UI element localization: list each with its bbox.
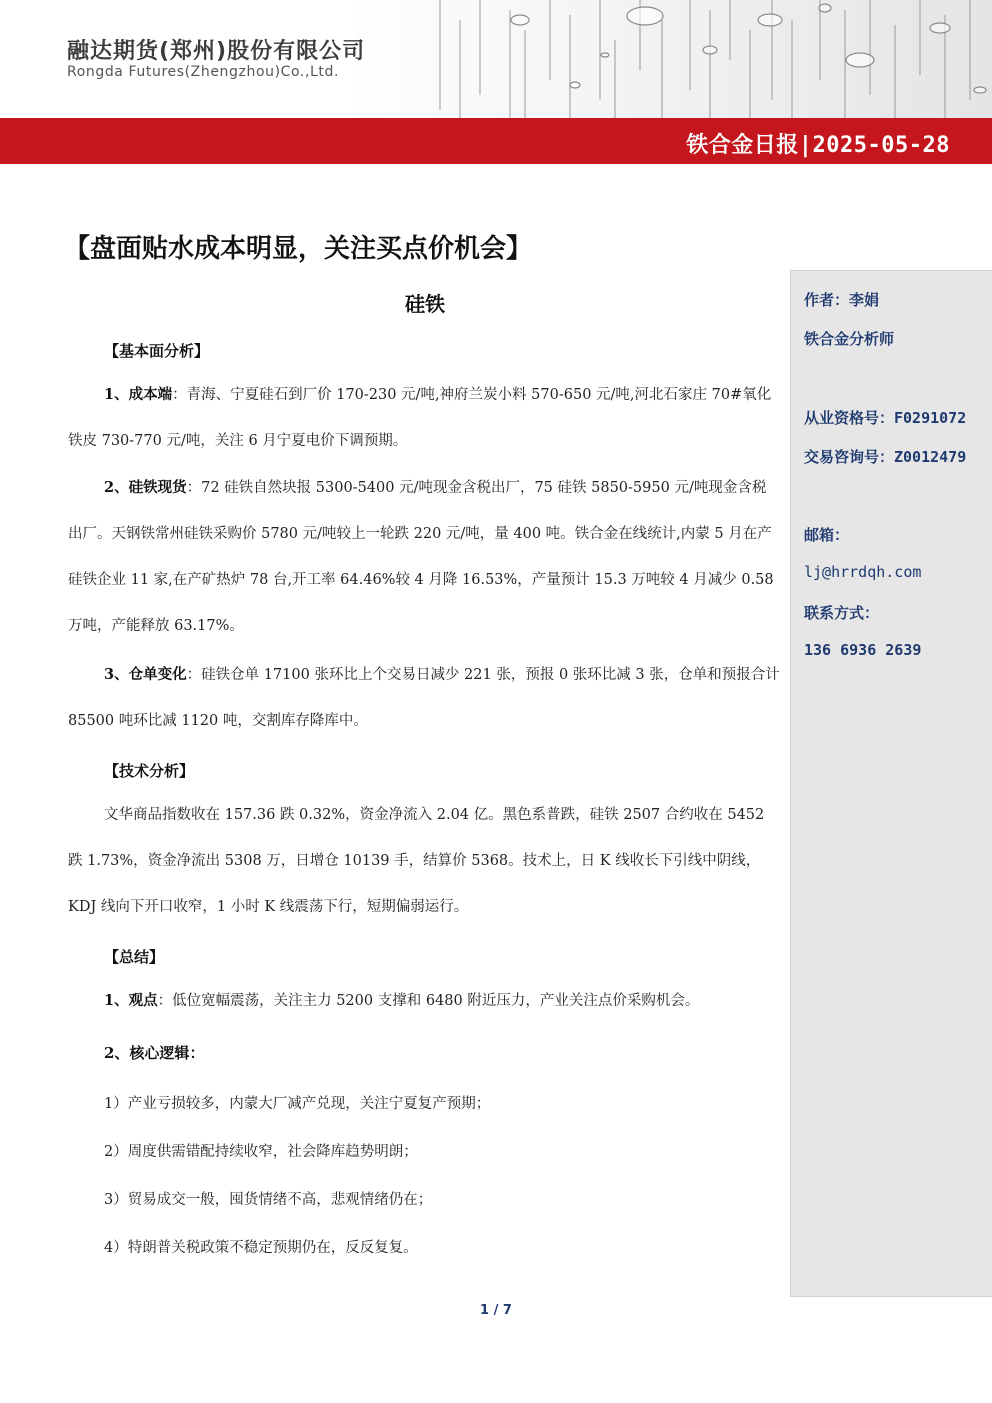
report-banner: [0, 118, 992, 164]
view-label: 1、观点: [104, 992, 158, 1009]
cost-paragraph: [68, 372, 780, 464]
author-role: 铁合金分析师: [804, 330, 895, 348]
consult-number: 交易咨询号：Z0012479: [804, 448, 967, 466]
logic-item: 3）贸易成交一般，囤货情绪不高，悲观情绪仍在；: [104, 1192, 433, 1208]
company-name-cn: 融达期货(郑州)股份有限公司: [67, 39, 366, 64]
company-name-en: Rongda Futures(Zhengzhou)Co.,Ltd.: [67, 64, 340, 80]
view-paragraph: [68, 978, 780, 1024]
technical-paragraph: 文华商品指数收在 157.36 跌 0.32%，资金净流入 2.04 亿。黑色系普跌，硅铁 2507 合约收在 5452 跌 1.73%，资金净流出 5308 万，日增仓 10139 手，结算价 5368。技术上，日 K 线收长下引线中阴线，KDJ 线向下开口收窄，1 小时 K 线震荡下行，短期偏弱运行。: [68, 807, 765, 915]
spot-paragraph: [68, 465, 780, 649]
author: 作者：李娟: [804, 291, 880, 309]
logic-heading: 2、核心逻辑：: [104, 1044, 205, 1062]
phone-number: 136 6936 2639: [804, 641, 922, 659]
section-title: 硅铁: [405, 292, 445, 316]
spot-text: ：72 硅铁自然块报 5300-5400 元/吨现金含税出厂，75 硅铁 5850-5950 元/吨现金含税出厂。天钢铁常州硅铁采购价 5780 元/吨较上一轮跌 220 元/吨，量 400 吨。铁合金在线统计,内蒙 5 月在产硅铁企业 11 家,在产矿热炉 78 台,开工率 64.46%较 4 月降 16.53%，产量预计 15.3 万吨较 4 月减少 0.58 万吨，产能释放 63.17%。: [68, 480, 774, 634]
page-header: [0, 0, 992, 118]
spot-label: 2、硅铁现货: [104, 479, 187, 496]
summary-heading: 【总结】: [104, 948, 165, 966]
warehouse-text: ：硅铁仓单 17100 张环比上个交易日减少 221 张，预报 0 张环比减 3 张，仓单和预报合计 85500 吨环比减 1120 吨，交割库存降库中。: [68, 667, 780, 729]
logic-item: 4）特朗普关税政策不稳定预期仍在，反反复复。: [104, 1240, 418, 1256]
qualification-number: 从业资格号：F0291072: [804, 409, 967, 427]
logic-item: 1）产业亏损较多，内蒙大厂减产兑现，关注宁夏复产预期；: [104, 1096, 491, 1112]
decorative-pattern-graphic: [400, 0, 992, 118]
cost-text: ：青海、宁夏硅石到厂价 170-230 元/吨,神府兰炭小料 570-650 元/吨,河北石家庄 70#氧化铁皮 730-770 元/吨，关注 6 月宁夏电价下调预期。: [68, 387, 772, 449]
page-number: 1 / 7: [480, 1303, 512, 1318]
email-label: 邮箱：: [804, 526, 850, 544]
article-title: 【盘面贴水成本明显，关注买点价机会】: [64, 234, 533, 264]
report-title: 铁合金日报|2025-05-28: [686, 133, 950, 158]
author-sidebar: [790, 270, 992, 1297]
cost-label: 1、成本端: [104, 386, 173, 403]
logic-item: 2）周度供需错配持续收窄，社会降库趋势明朗；: [104, 1144, 418, 1160]
warehouse-label: 3、仓单变化: [104, 666, 187, 683]
email-link[interactable]: lj@hrrdqh.com: [804, 563, 922, 581]
technical-heading: 【技术分析】: [104, 762, 195, 780]
view-text: ：低位宽幅震荡，关注主力 5200 支撑和 6480 附近压力，产业关注点价采购机会。: [157, 993, 700, 1009]
contact-label: 联系方式：: [804, 604, 880, 622]
fundamentals-heading: 【基本面分析】: [104, 342, 210, 360]
warehouse-paragraph: [68, 652, 780, 744]
